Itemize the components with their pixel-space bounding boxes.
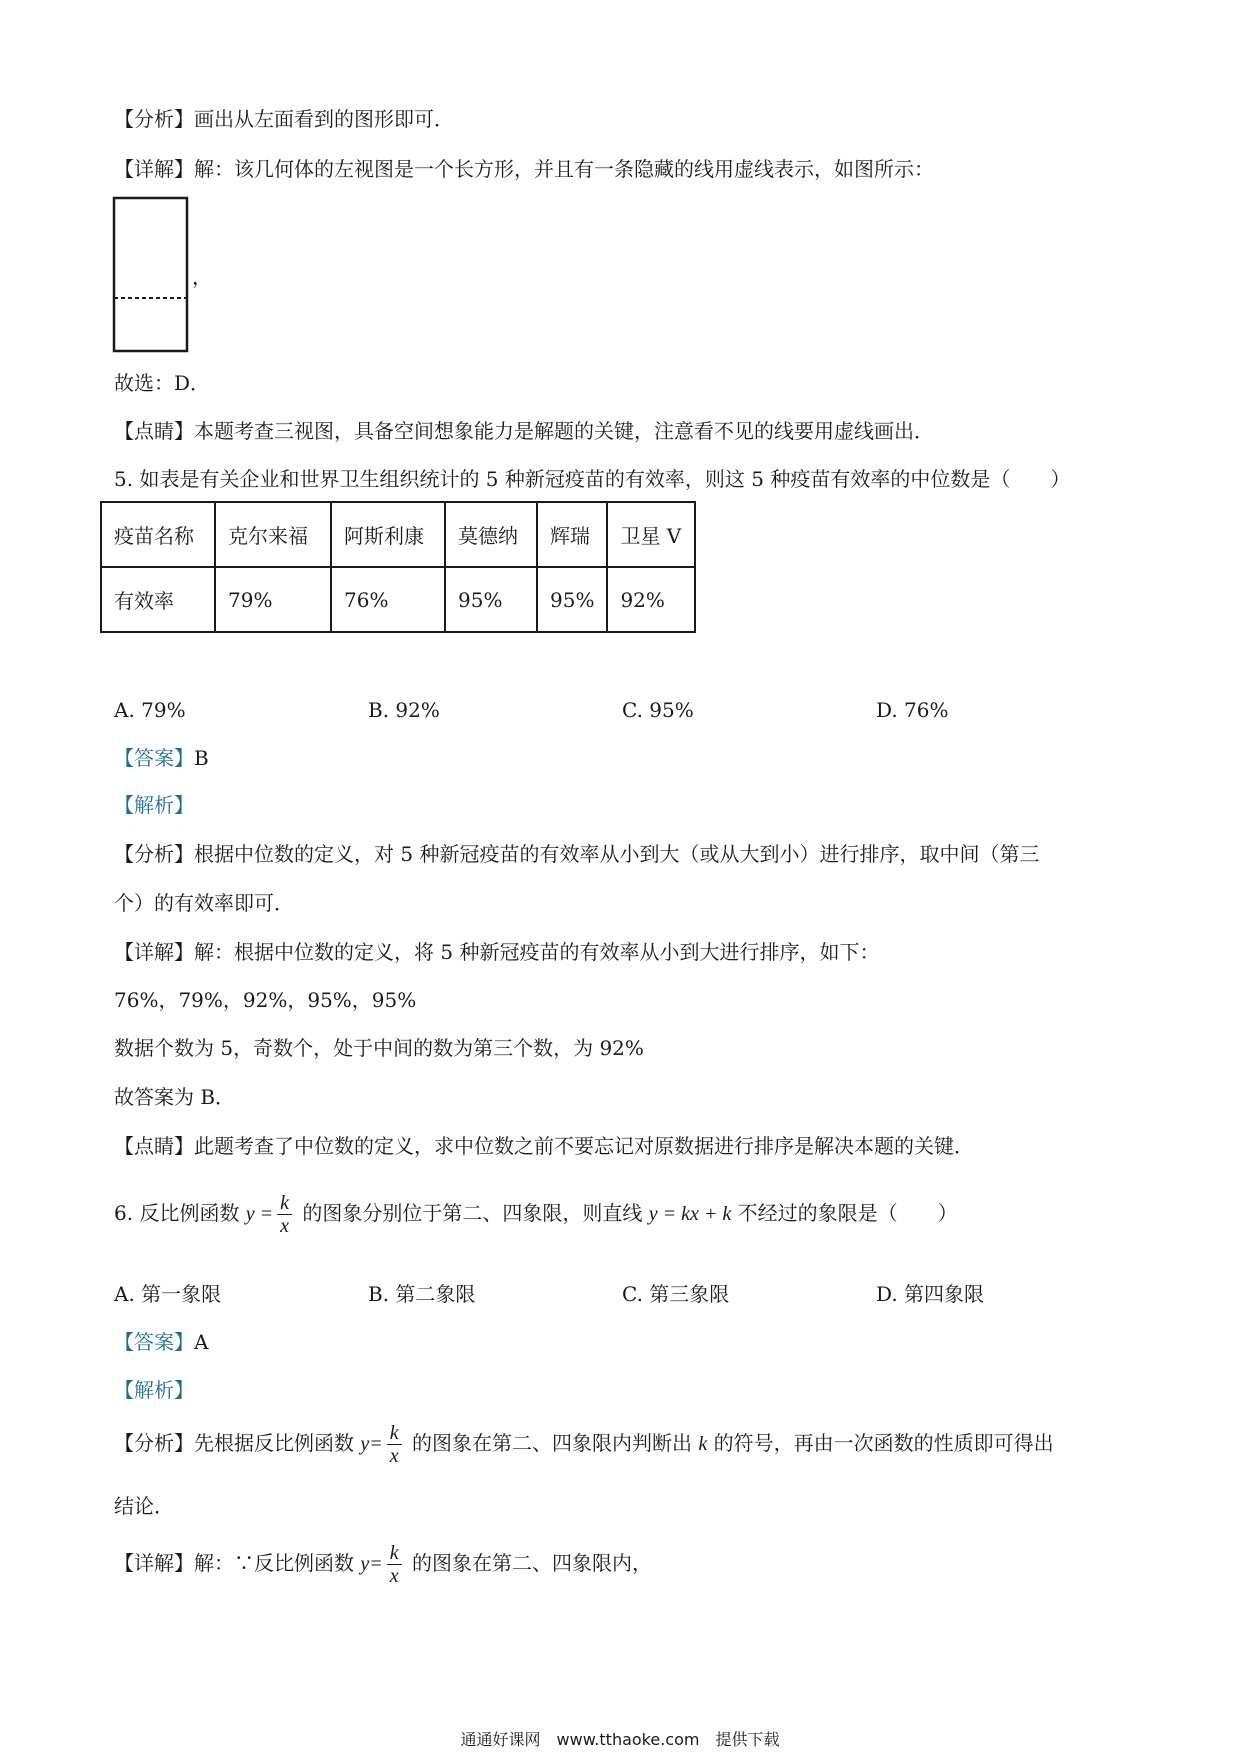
q6-analysis-1 (114, 1422, 1054, 1467)
q6-option-a: A. 第一象限 (114, 1282, 222, 1306)
q6-k-symbol: k (698, 1433, 708, 1455)
q6-stem (114, 1192, 958, 1237)
q6-option-c: C. 第三象限 (622, 1282, 730, 1306)
q6-jiexi: 【解析】 (114, 1378, 194, 1402)
q5-stem: 5. 如表是有关企业和世界卫生组织统计的 5 种新冠疫苗的有效率，则这 5 种疫苗有效率的中位数是（ ） (114, 467, 1071, 491)
answer-value: A (194, 1330, 209, 1354)
figure-comma: ， (192, 265, 212, 289)
answer-value: B (194, 746, 209, 770)
q5-count: 数据个数为 5，奇数个，处于中间的数为第三个数，为 92% (114, 1036, 644, 1060)
table-cell: 克尔来福 (215, 502, 331, 567)
table-cell: 莫德纳 (445, 502, 537, 567)
q5-option-a: A. 79% (114, 698, 186, 722)
q5-option-b: B. 92% (368, 698, 440, 722)
q6-stem-part: 不经过的象限是（ ） (731, 1201, 958, 1225)
q6-detail-part: 【详解】解：∵反比例函数 (114, 1551, 361, 1575)
q6-analysis-part: 【分析】先根据反比例函数 (114, 1431, 361, 1455)
table-cell: 疫苗名称 (101, 502, 215, 567)
q5-jiexi: 【解析】 (114, 793, 194, 817)
table-cell: 76% (331, 567, 445, 632)
q6-detail (114, 1542, 652, 1587)
remark-line: 【点睛】本题考查三视图，具备空间想象能力是解题的关键，注意看不见的线要用虚线画出． (114, 419, 934, 443)
fraction-numerator: k (277, 1192, 292, 1215)
table-cell: 92% (607, 567, 695, 632)
q6-analysis-part: 的图象在第二、四象限内判断出 (405, 1431, 699, 1455)
table-cell: 阿斯利康 (331, 502, 445, 567)
q5-answer (114, 743, 209, 773)
q6-stem-part: 6. 反比例函数 (114, 1201, 246, 1225)
choose-line: 故选：D． (114, 371, 211, 395)
table-cell: 辉瑞 (537, 502, 607, 567)
table-cell: 有效率 (101, 567, 215, 632)
page-footer: 通通好课网 www.tthaoke.com 提供下载 (460, 1730, 780, 1749)
fraction-denominator: x (389, 1445, 399, 1467)
q5-analysis-2: 个）的有效率即可． (114, 891, 294, 915)
q6-answer (114, 1327, 208, 1357)
q5-option-c: C. 95% (622, 698, 694, 722)
detail-tag: 【详解】 (114, 157, 194, 181)
left-view-figure (112, 196, 192, 356)
answer-tag: 【答案】 (114, 746, 194, 770)
analysis-line: 【分析】画出从左面看到的图形即可． (114, 107, 454, 131)
q6-y-eq: y = (245, 1203, 274, 1225)
q5-analysis-1: 【分析】根据中位数的定义，对 5 种新冠疫苗的有效率从小到大（或从大到小）进行排序，取中间（第三 (114, 842, 1040, 866)
q5-option-d: D. 76% (876, 698, 949, 722)
q6-fraction (387, 1542, 402, 1587)
fraction-numerator: k (387, 1422, 402, 1445)
fraction-denominator: x (389, 1565, 399, 1587)
q6-stem-part: 的图象分别位于第二、四象限，则直线 (296, 1201, 649, 1225)
table-row (101, 567, 695, 632)
q6-y-eq: y= (360, 1553, 383, 1575)
detail-line (114, 154, 934, 184)
table-cell: 卫星 V (607, 502, 695, 567)
q6-option-d: D. 第四象限 (876, 1282, 985, 1306)
vaccine-table (100, 501, 696, 633)
q5-conclusion: 故答案为 B． (114, 1085, 236, 1109)
q5-remark: 【点睛】此题考查了中位数的定义，求中位数之前不要忘记对原数据进行排序是解决本题的关键． (114, 1134, 974, 1158)
table-cell: 95% (445, 567, 537, 632)
table-cell: 95% (537, 567, 607, 632)
table-cell: 79% (215, 567, 331, 632)
q6-option-b: B. 第二象限 (368, 1282, 476, 1306)
q6-analysis-part: 的符号，再由一次函数的性质即可得出 (707, 1431, 1054, 1455)
answer-tag: 【答案】 (114, 1330, 194, 1354)
table-header-row (101, 502, 695, 567)
fraction-numerator: k (387, 1542, 402, 1565)
q6-fraction (387, 1422, 402, 1467)
q5-detail: 【详解】解：根据中位数的定义，将 5 种新冠疫苗的有效率从小到大进行排序，如下： (114, 940, 880, 964)
q6-analysis-2: 结论． (114, 1494, 174, 1518)
q6-detail-part: 的图象在第二、四象限内， (405, 1551, 652, 1575)
fraction-denominator: x (280, 1215, 290, 1237)
q6-fraction (277, 1192, 292, 1237)
detail-text: 解：该几何体的左视图是一个长方形，并且有一条隐藏的线用虚线表示，如图所示： (194, 157, 934, 181)
q5-sorted: 76%，79%，92%，95%，95% (114, 988, 417, 1012)
q6-line-eq: y = kx + k (648, 1203, 732, 1225)
q6-y-eq: y= (360, 1433, 383, 1455)
